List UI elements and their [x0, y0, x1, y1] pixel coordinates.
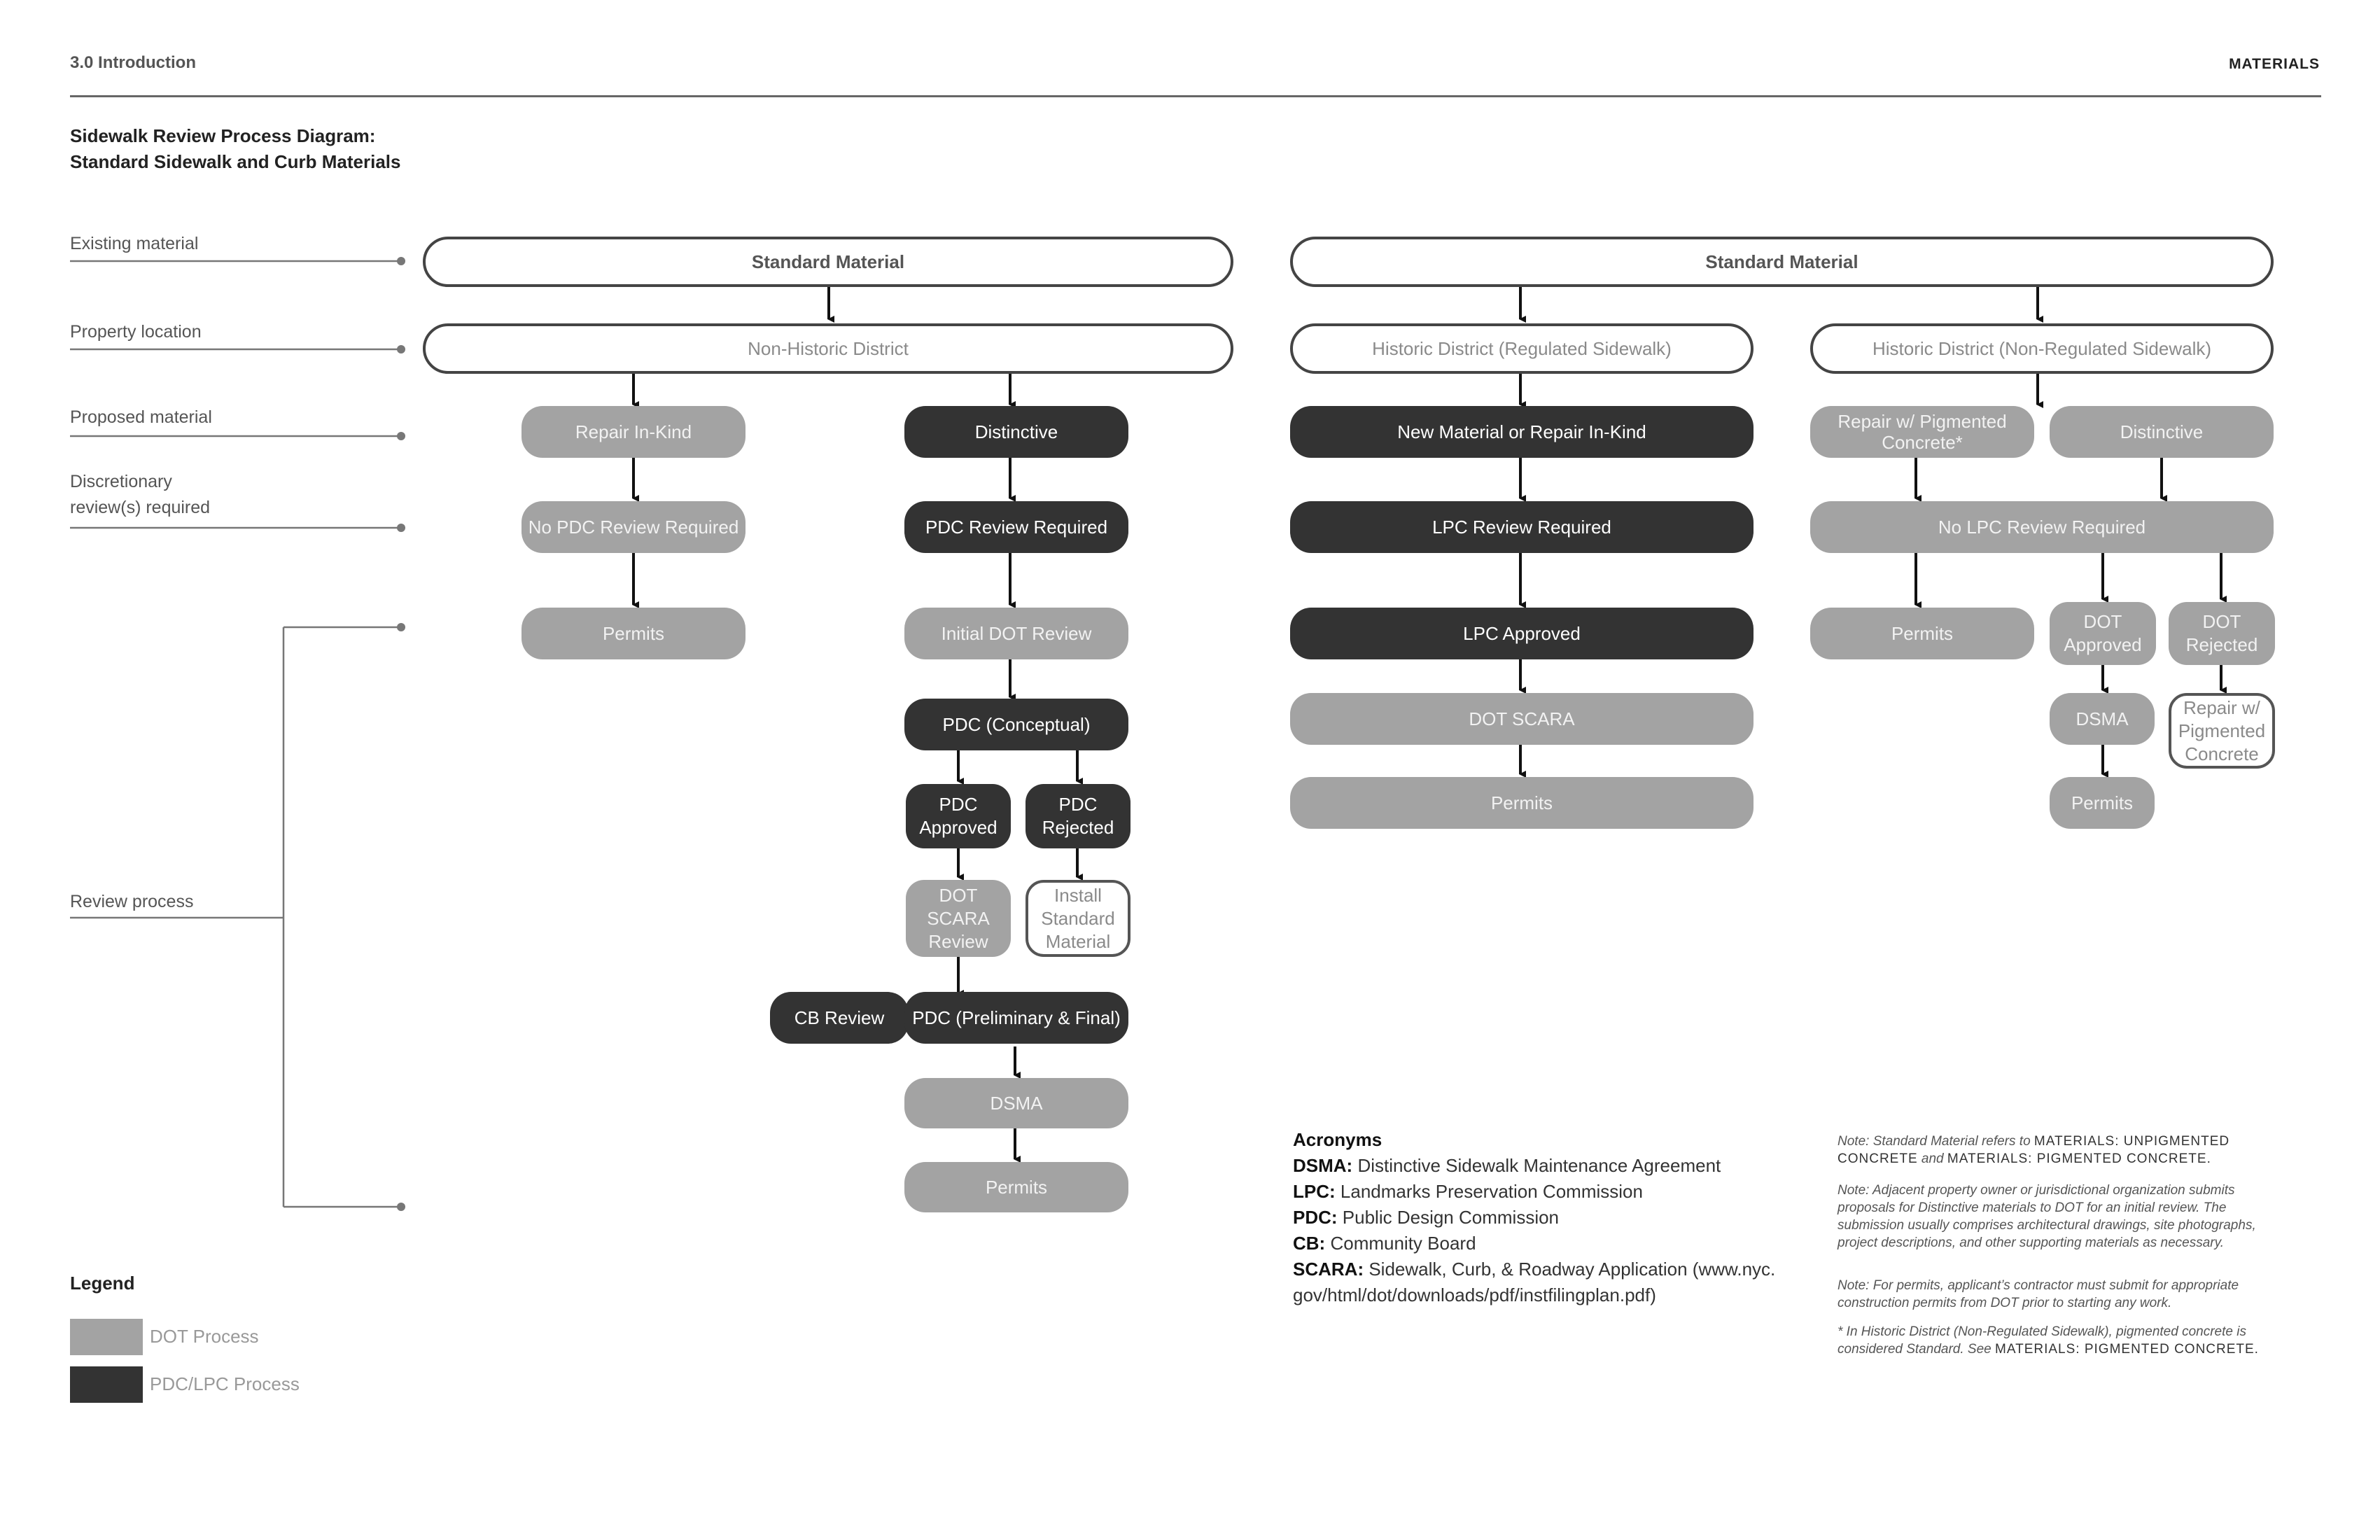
- note-standard-material: [1837, 1133, 2328, 1168]
- acronym-item: [1293, 1205, 1811, 1231]
- acronym-item: [1293, 1256, 1811, 1282]
- acronym-text: Community Board: [1330, 1233, 1476, 1254]
- acronym-abbr: PDC:: [1293, 1207, 1338, 1228]
- acronyms-block: [1293, 1127, 1811, 1308]
- pdc-rejected: PDC Rejected: [1026, 784, 1130, 848]
- acronym-abbr: LPC:: [1293, 1181, 1336, 1202]
- row-label-existing: Existing material: [70, 234, 199, 253]
- title-line-1: Sidewalk Review Process Diagram:: [70, 125, 376, 146]
- note-ref: MATERIALS: PIGMENTED CONCRETE.: [1947, 1152, 2211, 1166]
- note-line: submission usually comprises architectural drawings, site photographs,: [1837, 1218, 2256, 1233]
- row-label-discretionary-2: review(s) required: [70, 498, 211, 517]
- historic-district-regulated: Historic District (Regulated Sidewalk): [1290, 323, 1754, 374]
- left-distinctive: Distinctive: [904, 406, 1128, 458]
- right-permits-c: Permits: [1810, 608, 2034, 659]
- note-text: and: [1921, 1152, 1944, 1166]
- right-permits-e: Permits: [2050, 777, 2155, 829]
- legend-swatch-pdc-lpc: [70, 1366, 143, 1403]
- left-standard-material: Standard Material: [423, 237, 1233, 287]
- note-ref: CONCRETE: [1837, 1152, 1918, 1166]
- right-distinctive: Distinctive: [2050, 406, 2274, 458]
- cb-review: CB Review: [770, 992, 909, 1044]
- right-standard-material: Standard Material: [1290, 237, 2274, 287]
- title-line-2: Standard Sidewalk and Curb Materials: [70, 151, 401, 172]
- right-dsma: DSMA: [2050, 693, 2155, 745]
- note-text: Note: Standard Material refers to: [1837, 1134, 2031, 1149]
- acronym-text: Landmarks Preservation Commission: [1340, 1181, 1643, 1202]
- new-material-or-repair: New Material or Repair In-Kind: [1290, 406, 1754, 458]
- pdc-review-required: PDC Review Required: [904, 501, 1128, 553]
- section-title: 3.0 Introduction: [70, 53, 196, 72]
- note-line: construction permits from DOT prior to starting any work.: [1837, 1296, 2172, 1310]
- pdc-approved: PDC Approved: [906, 784, 1011, 848]
- left-dsma: DSMA: [904, 1078, 1128, 1128]
- note-text: considered Standard. See: [1837, 1342, 1991, 1357]
- no-lpc-review-required: No LPC Review Required: [1810, 501, 2274, 553]
- left-permits-b: Permits: [904, 1162, 1128, 1212]
- category-label: MATERIALS: [2229, 56, 2320, 72]
- pdc-conceptual: PDC (Conceptual): [904, 699, 1128, 750]
- note-permits: [1837, 1277, 2328, 1312]
- acronym-item: [1293, 1153, 1811, 1179]
- legend-title: Legend: [70, 1273, 135, 1294]
- acronym-scara-continued: gov/html/dot/downloads/pdf/instfilingplan.pdf): [1293, 1284, 1656, 1306]
- no-pdc-review-required: No PDC Review Required: [522, 501, 746, 553]
- acronym-item: [1293, 1179, 1811, 1205]
- legend-label-pdc-lpc: PDC/LPC Process: [150, 1373, 300, 1394]
- legend-label-dot: DOT Process: [150, 1326, 259, 1347]
- note-ref: MATERIALS: PIGMENTED CONCRETE.: [1995, 1342, 2259, 1357]
- pdc-preliminary-final: PDC (Preliminary & Final): [904, 992, 1128, 1044]
- initial-dot-review: Initial DOT Review: [904, 608, 1128, 659]
- dot-rejected: DOT Rejected: [2169, 602, 2275, 665]
- acronym-text: Public Design Commission: [1342, 1207, 1560, 1228]
- repair-in-kind: Repair In-Kind: [522, 406, 746, 458]
- acronym-text: Distinctive Sidewalk Maintenance Agreement: [1357, 1155, 1721, 1176]
- note-historic-pigmented: [1837, 1323, 2328, 1358]
- note-line: Note: For permits, applicant’s contractor must submit for appropriate: [1837, 1278, 2239, 1293]
- lpc-review-required: LPC Review Required: [1290, 501, 1754, 553]
- non-historic-district: Non-Historic District: [423, 323, 1233, 374]
- dot-scara: DOT SCARA: [1290, 693, 1754, 745]
- acronym-abbr: DSMA:: [1293, 1155, 1353, 1176]
- acronym-abbr: SCARA:: [1293, 1259, 1364, 1280]
- acronym-item: [1293, 1231, 1811, 1256]
- note-adjacent-owner: [1837, 1182, 2328, 1252]
- left-permits-a: Permits: [522, 608, 746, 659]
- acronym-abbr: CB:: [1293, 1233, 1326, 1254]
- right-permits-d: Permits: [1290, 777, 1754, 829]
- acronyms-heading: Acronyms: [1293, 1129, 1382, 1150]
- row-label-proposed: Proposed material: [70, 407, 212, 427]
- lpc-approved: LPC Approved: [1290, 608, 1754, 659]
- dot-approved: DOT Approved: [2050, 602, 2156, 665]
- dot-scara-review: DOT SCARA Review: [906, 880, 1011, 957]
- note-line: Note: Adjacent property owner or jurisdictional organization submits: [1837, 1183, 2235, 1198]
- note-line: project descriptions, and other supporting materials as necessary.: [1837, 1236, 2224, 1250]
- repair-pigmented-concrete-2: Repair w/ Pigmented Concrete: [2169, 693, 2275, 769]
- acronym-text: Sidewalk, Curb, & Roadway Application (www.nyc.: [1368, 1259, 1776, 1280]
- install-standard-material: Install Standard Material: [1026, 880, 1130, 957]
- historic-district-non-regulated: Historic District (Non-Regulated Sidewalk): [1810, 323, 2274, 374]
- note-ref: MATERIALS: UNPIGMENTED: [2033, 1134, 2230, 1149]
- repair-pigmented-concrete: Repair w/ Pigmented Concrete*: [1810, 406, 2034, 458]
- legend-swatch-dot: [70, 1319, 143, 1355]
- note-line: * In Historic District (Non-Regulated Sidewalk), pigmented concrete is: [1837, 1324, 2246, 1339]
- row-label-property: Property location: [70, 322, 202, 342]
- row-label-review: Review process: [70, 892, 194, 911]
- note-line: proposals for Distinctive materials to DOT for an initial review. The: [1837, 1200, 2227, 1215]
- row-label-discretionary-1: Discretionary: [70, 472, 172, 491]
